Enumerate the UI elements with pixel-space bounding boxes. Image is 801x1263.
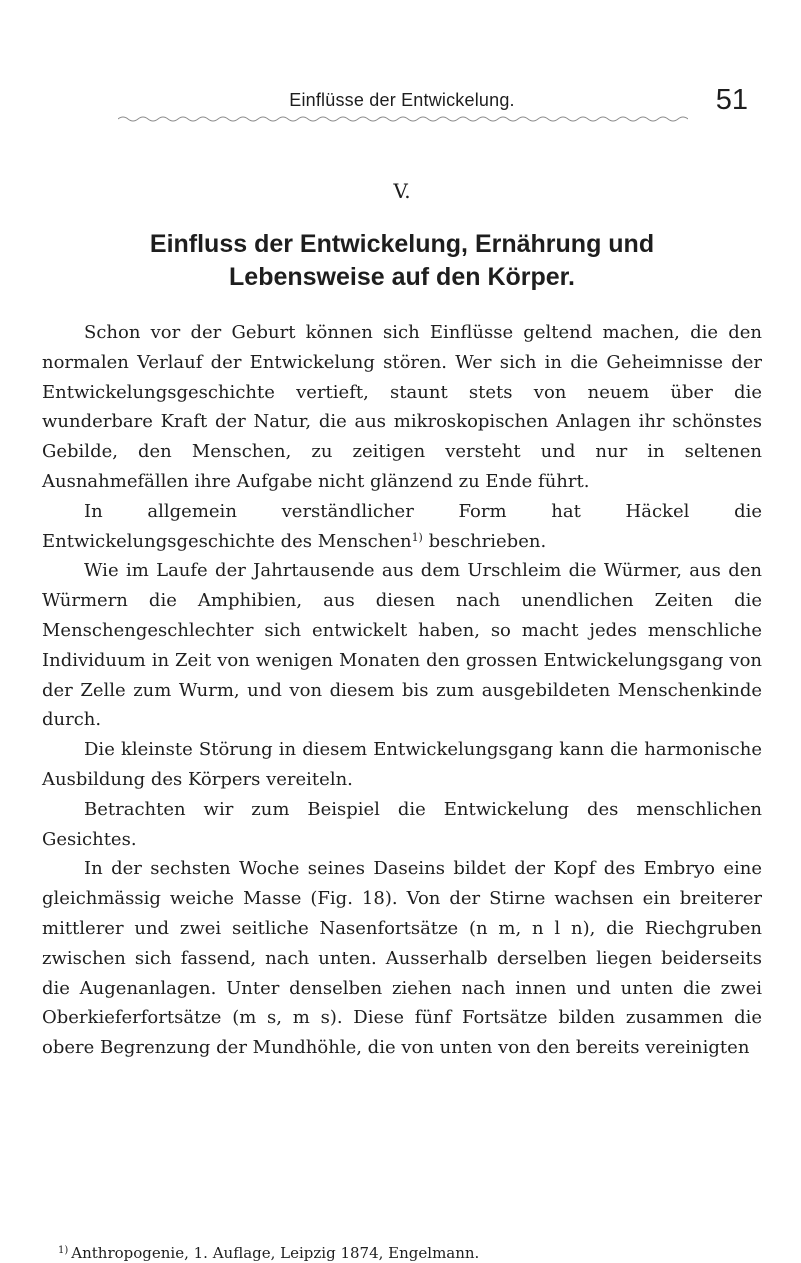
- paragraph-2-text: In allgemein verständlicher Form hat Häckel die Entwickelungsgeschichte des Menschen: [42, 500, 762, 552]
- page-number: 51: [715, 84, 748, 116]
- ornamental-wavy-rule: [118, 115, 688, 123]
- running-title: Einflüsse der Entwickelung.: [289, 90, 515, 110]
- running-head: [42, 84, 762, 118]
- paragraph-5: Betrachten wir zum Beispiel die Entwickelung des menschlichen Gesichtes.: [42, 798, 762, 850]
- body-text: [42, 318, 762, 1063]
- footnote-reference[interactable]: 1): [411, 530, 423, 544]
- paragraph-4: Die kleinste Störung in diesem Entwickelungsgang kann die harmonische Ausbildung des Körpers vereiteln.: [42, 739, 762, 790]
- chapter-title: [42, 228, 762, 294]
- chapter-title-line-1: Einfluss der Entwickelung, Ernährung und: [149, 230, 655, 258]
- paragraph-2: [42, 497, 762, 557]
- footnote-mark: 1): [58, 1245, 69, 1256]
- paragraph-6: In der sechsten Woche seines Daseins bildet der Kopf des Embryo eine gleichmässig weiche Masse (Fig. 18). Von der Stirne wachsen ein breiterer mittlerer und zwei seitliche Nasenfortsätze (n m, n l n), die Riechgruben zwischen sich fassend, nach unten. Ausserhalb derselben liegen beiderseits die Augenanlagen. Unter denselben ziehen nach innen und unten die zwei Oberkieferfortsätze (m s, m s). Diese fünf Fortsätze bilden zusammen die obere Begrenzung der Mundhöhle, die von unten von den bereits vereinigten: [42, 858, 762, 1059]
- chapter-title-line-2: Lebensweise auf den Körper.: [229, 263, 575, 291]
- paragraph-1: Schon vor der Geburt können sich Einflüsse geltend machen, die den normalen Verlauf der Entwickelung stören. Wer sich in die Geheimnisse der Entwickelungsgeschichte vertieft, staunt stets von neuem über die wunderbare Kraft der Natur, die aus mikroskopischen Anlagen ihr schönstes Gebilde, den Menschen, zu zeitigen versteht und nur in seltenen Ausnahmefällen ihre Aufgabe nicht glänzend zu Ende führt.: [42, 322, 762, 492]
- footnote-text: Anthropogenie, 1. Auflage, Leipzig 1874, Engelmann.: [71, 1244, 480, 1262]
- paragraph-3: Wie im Laufe der Jahrtausende aus dem Urschleim die Würmer, aus den Würmern die Amphibien, aus diesen nach unendlichen Zeiten die Menschengeschlechter sich entwickelt haben, so macht jedes menschliche Individuum in Zeit von wenigen Monaten den grossen Entwickelungsgang von der Zelle zum Wurm, und von diesem bis zum ausgebildeten Menschenkinde durch.: [42, 560, 762, 731]
- footnote: [42, 1241, 762, 1263]
- paragraph-2-text-end: beschrieben.: [422, 530, 547, 552]
- chapter-number: V.: [393, 179, 411, 203]
